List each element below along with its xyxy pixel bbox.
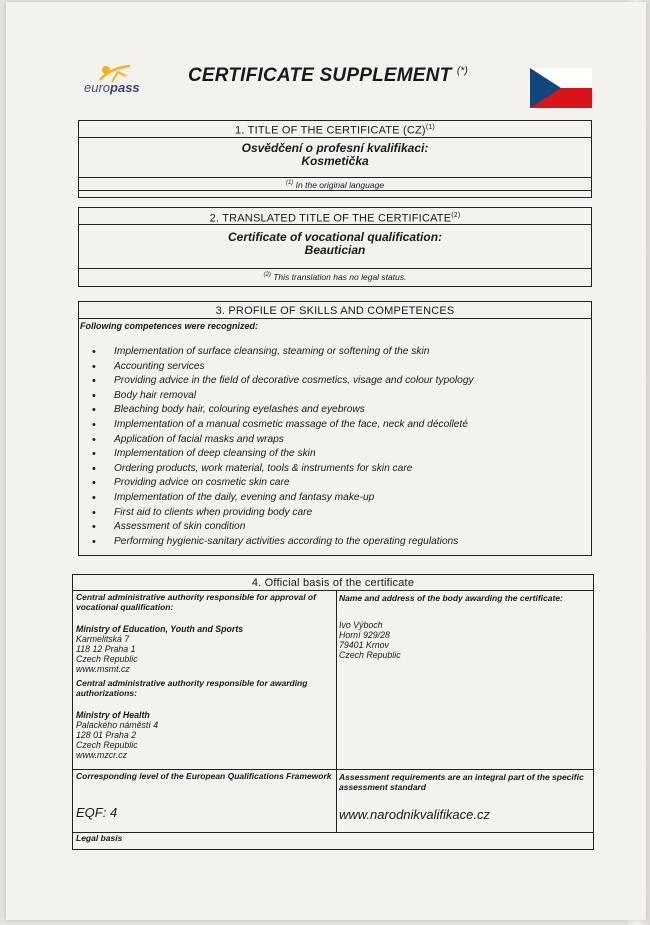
page-title: [188, 65, 468, 87]
approval-name: Ministry of Education, Youth and Sports: [76, 624, 244, 634]
document-page: [6, 2, 646, 920]
list-item: • First aid to clients when providing body care: [90, 506, 474, 521]
list-item: • Implementation of surface cleansing, steaming or softening of the skin: [90, 345, 474, 360]
approval-authority: Central administrative authority responsible for approval of vocational qualification: Ministry of Education, Youth and Sports Karmelitská 7 118 12 Praha 1 Czech Republic www.msmt.cz: [76, 593, 334, 674]
legal-basis: Legal basis: [76, 833, 123, 843]
section2-note: $^{(2)}$ This translation has no legal status.: [263, 272, 407, 282]
logo-pass-text: pass: [110, 80, 140, 95]
list-item: • Providing advice in the field of decorative cosmetics, visage and colour typology: [90, 374, 474, 389]
list-item: • Application of facial masks and wraps: [90, 433, 474, 448]
original-title: Osvědčení o profesní kvalifikaci: Kosmetička: [241, 141, 429, 168]
list-item: • Implementation of deep cleansing of the skin: [90, 447, 474, 462]
logo-euro-text: euro: [84, 80, 111, 95]
approval-heading: Central administrative authority responsible for approval of vocational qualification:: [76, 592, 316, 612]
section1-heading: 1. TITLE OF THE CERTIFICATE (CZ)$^{(1)}$: [235, 124, 435, 137]
eqf-value: EQF: 4: [76, 805, 118, 820]
section2-heading: 2. TRANSLATED TITLE OF THE CERTIFICATE$^{(2)}$: [209, 212, 461, 225]
list-item: • Performing hygienic-sanitary activities according to the operating regulations: [90, 535, 474, 550]
europass-logo: [84, 62, 150, 98]
czech-flag-icon: [530, 68, 592, 108]
list-item: • Implementation of a manual cosmetic massage of the face, neck and décolleté: [90, 418, 474, 433]
page-title-text: CERTIFICATE SUPPLEMENT: [188, 65, 452, 86]
list-item: • Bleaching body hair, colouring eyelashes and eyebrows: [90, 403, 474, 418]
awarding-authority: Central administrative authority responsible for awarding authorizations: Ministry of Health Palackého náměstí 4 128 01 Praha 2 Czech Republic www.mzcr.cz: [76, 679, 334, 760]
eqf-heading: Corresponding level of the European Qualifications Framework: [76, 771, 332, 781]
section1-note: $^{(1)}$ In the original language: [285, 180, 385, 190]
list-item: • Ordering products, work material, tools & instruments for skin care: [90, 462, 474, 477]
list-item: • Providing advice on cosmetic skin care: [90, 476, 474, 491]
awarding-auth-heading: Central administrative authority responsible for awarding authorizations:: [76, 678, 308, 698]
section3-heading: 3. PROFILE OF SKILLS AND COMPETENCES: [215, 305, 455, 317]
assessment-link[interactable]: www.narodnikvalifikace.cz: [339, 807, 491, 822]
section4-heading: 4. Official basis of the certificate: [251, 577, 415, 589]
translated-title: Certificate of vocational qualification: Beautician: [227, 230, 443, 257]
awarding-body: Name and address of the body awarding the certificate: Ivo Výboch Horní 929/28 79401 Krnov Czech Republic: [339, 594, 591, 660]
page-title-mark: (*): [456, 65, 469, 77]
skills-list: [90, 345, 474, 549]
list-item: • Accounting services: [90, 360, 474, 375]
list-item: • Body hair removal: [90, 389, 474, 404]
skills-intro: Following competences were recognized:: [80, 321, 259, 331]
list-item: • Implementation of the daily, evening and fantasy make-up: [90, 491, 474, 506]
awarding-auth-name: Ministry of Health: [76, 710, 150, 720]
assessment-heading: Assessment requirements are an integral part of the specific assessment standard: [339, 772, 584, 792]
body-heading: Name and address of the body awarding the certificate:: [339, 593, 563, 603]
list-item: • Assessment of skin condition: [90, 520, 474, 535]
